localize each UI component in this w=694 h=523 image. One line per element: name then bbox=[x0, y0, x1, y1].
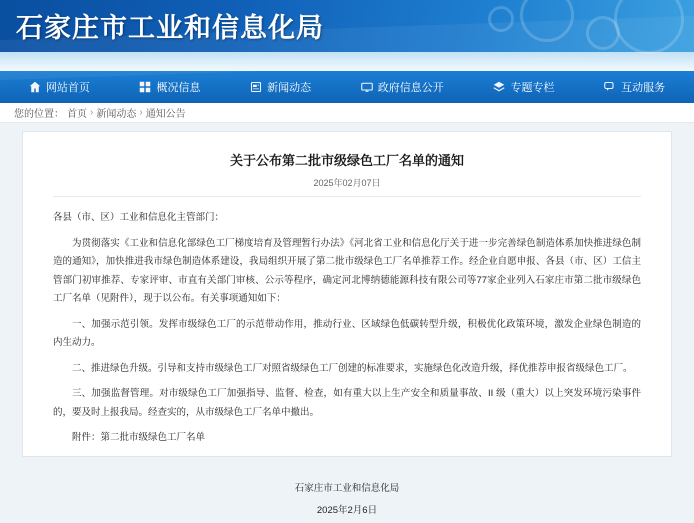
breadcrumb-separator: › bbox=[90, 107, 94, 118]
document-card bbox=[22, 131, 672, 517]
document-paragraph: 为贯彻落实《工业和信息化部绿色工厂梯度培育及管理暂行办法》《河北省工业和信息化厅关于进一步完善绿色制造体系加快推进绿色制造的通知》，加快推进我市绿色制造体系建设，我局组织开展了第二批市级绿色工厂名单推荐工作。经企业自愿申报、各县（市、区）工信主管部门初审推荐、专家评审、市直有关部门审核、公示等程序，确定河北博纳德能源科技有限公司等77家企业列入石家庄市第二批市级绿色工厂名单（见附件），现于以公布。有关事项通知如下： bbox=[53, 237, 641, 305]
nav-item-home[interactable] bbox=[23, 79, 96, 95]
nav-label: 互动服务 bbox=[621, 82, 666, 94]
breadcrumb-item-home[interactable]: 首页 bbox=[67, 109, 87, 120]
site-title: 石家庄市工业和信息化局 bbox=[16, 13, 324, 44]
nav-label: 概况信息 bbox=[156, 82, 201, 94]
content-area bbox=[0, 123, 694, 517]
nav-label: 网站首页 bbox=[45, 82, 90, 94]
grid-icon bbox=[139, 81, 151, 93]
breadcrumb-item-news[interactable]: 新闻动态 bbox=[96, 109, 137, 120]
site-header bbox=[0, 0, 694, 52]
layers-icon bbox=[493, 81, 505, 93]
document-paragraph: 各县（市、区）工业和信息化主管部门： bbox=[53, 212, 225, 223]
document-paragraph: 三、加强监督管理。对市级绿色工厂加强指导、监督、检查，如有重大以上生产安全和质量事故、II 级（重大）以上突发环境污染事件的，要及时上报我局。经查实的，从市级绿色工厂名单中撤出。 bbox=[53, 388, 641, 418]
news-icon bbox=[250, 81, 262, 93]
document-signature-date: 2025年2月6日 bbox=[316, 505, 378, 517]
nav-label: 政府信息公开 bbox=[377, 82, 444, 94]
document-date: 2025年02月07日 bbox=[53, 176, 641, 197]
document-paragraph: 一、加强示范引领。发挥市级绿色工厂的示范带动作用，推动行业、区域绿色低碳转型升级，积极优化政策环境，激发企业绿色制造的内生动力。 bbox=[53, 318, 641, 349]
document-attachment[interactable]: 附件：第二批市级绿色工厂名单 bbox=[72, 432, 206, 444]
monitor-icon bbox=[361, 81, 373, 93]
breadcrumb-prefix: 您的位置： bbox=[14, 109, 64, 120]
nav-item-interactive-services[interactable] bbox=[598, 79, 671, 95]
breadcrumb-separator: › bbox=[139, 107, 143, 118]
nav-label: 新闻动态 bbox=[267, 82, 312, 94]
nav-item-special-columns[interactable] bbox=[487, 79, 560, 95]
document-signature-block bbox=[53, 478, 641, 523]
breadcrumb bbox=[0, 103, 694, 123]
nav-item-government-disclosure[interactable] bbox=[355, 79, 450, 95]
chat-icon bbox=[604, 81, 616, 93]
document-title: 关于公布第二批市级绿色工厂名单的通知 bbox=[229, 153, 464, 168]
document-body bbox=[53, 209, 641, 448]
document-signature: 石家庄市工业和信息化局 bbox=[294, 482, 400, 494]
nav-label: 专题专栏 bbox=[510, 82, 555, 94]
nav-item-overview[interactable] bbox=[133, 79, 206, 95]
nav-item-news[interactable] bbox=[244, 79, 317, 95]
document-paragraph: 二、推进绿色升级。引导和支持市级绿色工厂对照省级绿色工厂创建的标准要求，实施绿色化改造升级，择优推荐申报省级绿色工厂。 bbox=[72, 362, 633, 374]
breadcrumb-item-notices[interactable]: 通知公告 bbox=[145, 109, 186, 120]
home-icon bbox=[29, 81, 41, 93]
